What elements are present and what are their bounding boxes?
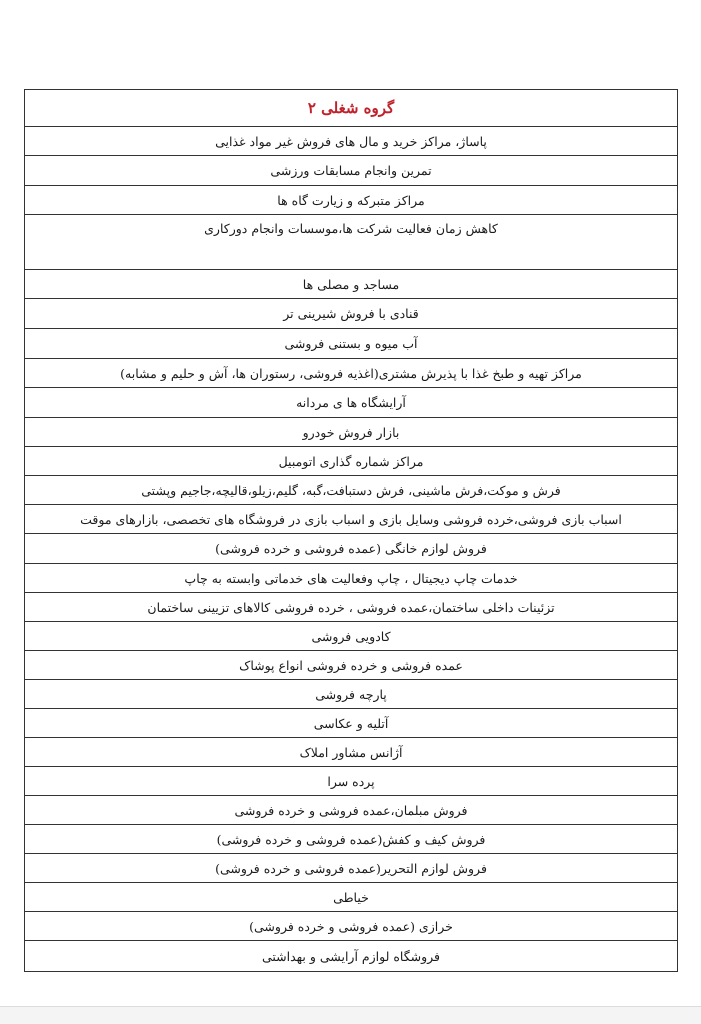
table-row: بازار فروش خودرو xyxy=(25,418,677,447)
table-row: تزئینات داخلی ساختمان،عمده فروشی ، خرده فروشی کالاهای تزیینی ساختمان xyxy=(25,593,677,622)
table-row: خیاطی xyxy=(25,883,677,912)
table-row: مراکز شماره گذاری اتومبیل xyxy=(25,447,677,476)
table-row: تمرین وانجام مسابقات ورزشی xyxy=(25,156,677,186)
table-row: پاساژ، مراکز خرید و مال های فروش غیر مواد غذایی xyxy=(25,127,677,156)
table-row: فروش مبلمان،عمده فروشی و خرده فروشی xyxy=(25,796,677,825)
table-row: پارچه فروشی xyxy=(25,680,677,709)
table-row: آب میوه و بستنی فروشی xyxy=(25,329,677,359)
occupation-group-table xyxy=(24,89,678,972)
table-row: پرده سرا xyxy=(25,767,677,796)
table-row: خرازی (عمده فروشی و خرده فروشی) xyxy=(25,912,677,941)
table-row: فروش لوازم التحریر(عمده فروشی و خرده فروشی) xyxy=(25,854,677,883)
table-row: آژانس مشاور املاک xyxy=(25,738,677,767)
table-row: آرایشگاه ها ی مردانه xyxy=(25,388,677,418)
table-row: قنادی با فروش شیرینی تر xyxy=(25,299,677,329)
table-row: کادویی فروشی xyxy=(25,622,677,651)
table-row: فرش و موکت،فرش ماشینی، فرش دستبافت،گبه، گلیم،زیلو،قالیچه،جاجیم وپشتی xyxy=(25,476,677,505)
page-bottom-edge xyxy=(0,1006,701,1024)
table-row: فروش لوازم خانگی (عمده فروشی و خرده فروشی) xyxy=(25,534,677,564)
table-row: کاهش زمان فعالیت شرکت ها،موسسات وانجام دورکاری xyxy=(25,215,677,270)
table-row: آتلیه و عکاسی xyxy=(25,709,677,738)
table-row: اسباب بازی فروشی،خرده فروشی وسایل بازی و اسباب بازی در فروشگاه های تخصصی، بازارهای موقت xyxy=(25,505,677,534)
table-row: خدمات چاپ دیجیتال ، چاپ وفعالیت های خدماتی وابسته به چاپ xyxy=(25,564,677,593)
table-row: فروشگاه لوازم آرایشی و بهداشتی xyxy=(261,948,441,964)
table-row: فروش کیف و کفش(عمده فروشی و خرده فروشی) xyxy=(25,825,677,854)
table-row: عمده فروشی و خرده فروشی انواع پوشاک xyxy=(25,651,677,680)
table-title: گروه شغلی ۲ xyxy=(25,90,677,127)
table-row: مساجد و مصلی ها xyxy=(25,270,677,299)
table-row: مراکز تهیه و طبخ غذا با پذیرش مشتری(اغذیه فروشی، رستوران ها، آش و حلیم و مشابه) xyxy=(25,359,677,388)
table-row: مراکز متبرکه و زیارت گاه ها xyxy=(25,186,677,215)
